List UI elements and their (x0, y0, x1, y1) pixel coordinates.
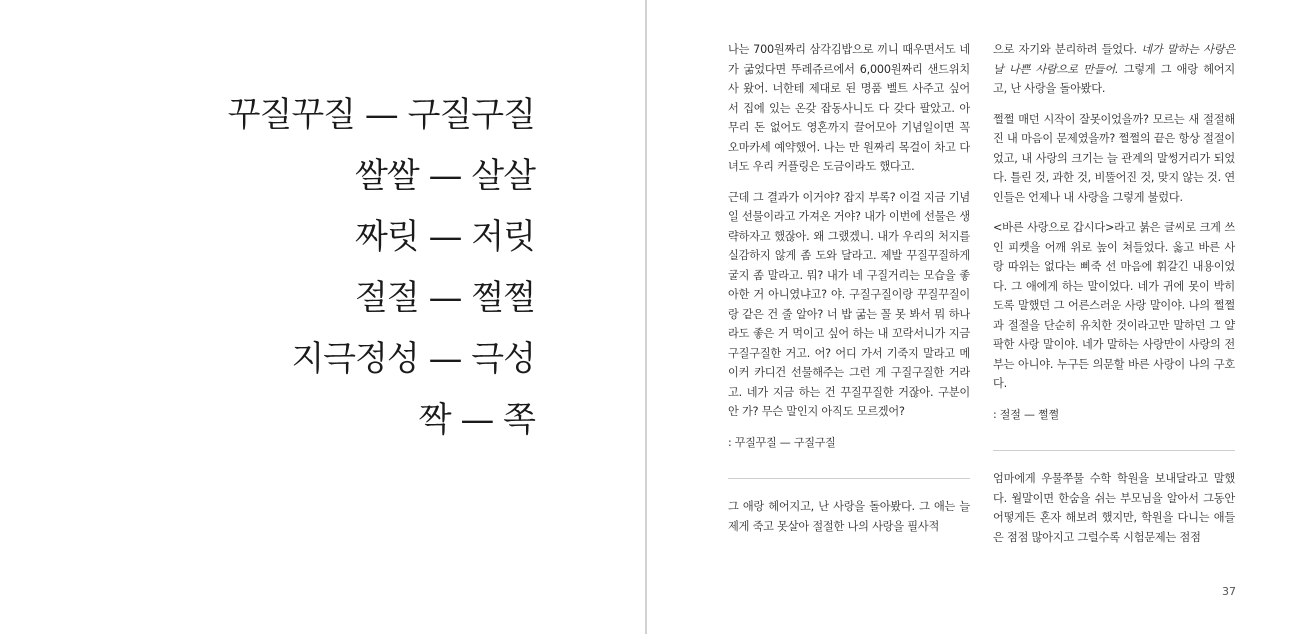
body-paragraph (993, 40, 1235, 99)
body-paragraph: 쩔쩔 매던 시작이 잘못이었을까? 모르는 새 절절해진 내 마음이 문제였을까? 쩔쩔의 끝은 항상 절절이었고, 내 사랑의 크기는 늘 관계의 말썽거리가 되었다. 틀린 것, 과한 것, 비뚤어진 것, 맞지 않는 것. 연인들은 언제나 내 사랑을 그렇게 불렀다. (993, 112, 1235, 204)
word-pair: 짝 — 쪽 (418, 400, 535, 440)
section-divider (728, 478, 970, 479)
body-paragraph: 나는 700원짜리 삼각김밥으로 끼니 때우면서도 네가 굶었다면 뚜레쥬르에서 6,000원짜리 샌드위치 사 왔어. 너한테 제대로 된 명품 벨트 사주고 싶어서 집에 있는 온갖 잡동사니도 다 갖다 팔았고. 아무리 돈 없어도 영혼까지 끌어모아 기념일이면 꼭 오마카세 예약했어. 나는 만 원짜리 목걸이 차고 다녀도 우리 커플링은 도금이라도 했다고. (728, 43, 970, 173)
word-pair: 쌀쌀 — 살살 (355, 156, 535, 196)
text-run: 으로 자기와 분리하려 들었다. (993, 43, 1142, 56)
text-column-left (728, 40, 970, 547)
word-pair-list (228, 85, 535, 451)
body-paragraph: 그 애랑 헤어지고, 난 사랑을 돌아봤다. 그 애는 늘 제게 죽고 못살아 절절한 나의 사랑을 필사적 (728, 500, 970, 533)
text-column-right (993, 40, 1235, 558)
italic-quote: 네가 말하는 사랑은 날 나쁜 사람으로 만들어. (993, 43, 1235, 76)
body-paragraph: <바른 사랑으로 갑시다>라고 붉은 글씨로 크게 쓰인 피켓을 어깨 위로 높이 쳐들었다. 옳고 바른 사랑 따위는 없다는 삐죽 선 마음에 휘갈긴 내용이었다. 그 애에게 하는 말이었다. 네가 귀에 못이 박히도록 말했던 그 어른스러운 사랑 말이야. 나의 쩔쩔과 절절을 단순히 유치한 것이라고만 말하던 그 얄팍한 사랑 말이야. 네가 말하는 사랑만이 사랑의 전부는 아니야. 누구든 의문할 바른 사랑이 나의 구호다. (993, 221, 1235, 390)
page-number: 37 (1222, 585, 1236, 598)
left-page (0, 0, 645, 634)
body-paragraph: 근데 그 결과가 이거야? 잡지 부록? 이걸 지금 기념일 선물이라고 가져온 거야? 내가 이번에 선물은 생략하자고 했잖아. 왜 그랬겠니. 내가 우리의 처지를 실감하지 않게 좀 도와 달라고. 제발 꾸질꾸질하게 굴지 좀 말라고. 뭐? 내가 네 구질거리는 모습을 좋아한 거 아니였냐고? 야. 구질구질이랑 꾸질꾸질이랑 같은 건 줄 알아? 너 밥 굶는 꼴 못 봐서 뭐 하나라도 좋은 거 먹이고 싶어 하는 내 꼬락서니가 지금 구질구질한 거고. 어? 어디 가서 기죽지 말라고 메이커 카디건 선물해주는 그런 게 구질구질한 거라고. 네가 지금 하는 건 꾸질꾸질한 거잖아. 구분이 안 가? 무슨 말인지 아직도 모르겠어? (728, 190, 970, 418)
word-pair: 지극정성 — 극성 (291, 339, 535, 379)
word-pair: 꾸질꾸질 — 구질구질 (227, 95, 535, 135)
section-divider (993, 450, 1235, 451)
body-paragraph: 엄마에게 우물쭈물 수학 학원을 보내달라고 말했다. 월말이면 한숨을 쉬는 부모님을 알아서 그동안 어떻게든 혼자 해보려 했지만, 학원을 다니는 애들은 점점 많아지고 그럴수록 시험문제는 점점 (993, 472, 1235, 544)
word-pair: 짜릿 — 저릿 (355, 217, 535, 257)
word-pair: 절절 — 쩔쩔 (355, 278, 535, 318)
section-caption: : 절절 — 쩔쩔 (993, 407, 1059, 421)
text-run: 그렇게 그 애랑 헤어지고, 난 사랑을 돌아봤다. (993, 62, 1236, 95)
section-caption: : 꾸질꾸질 — 구질구질 (728, 435, 836, 449)
right-page (647, 0, 1291, 634)
